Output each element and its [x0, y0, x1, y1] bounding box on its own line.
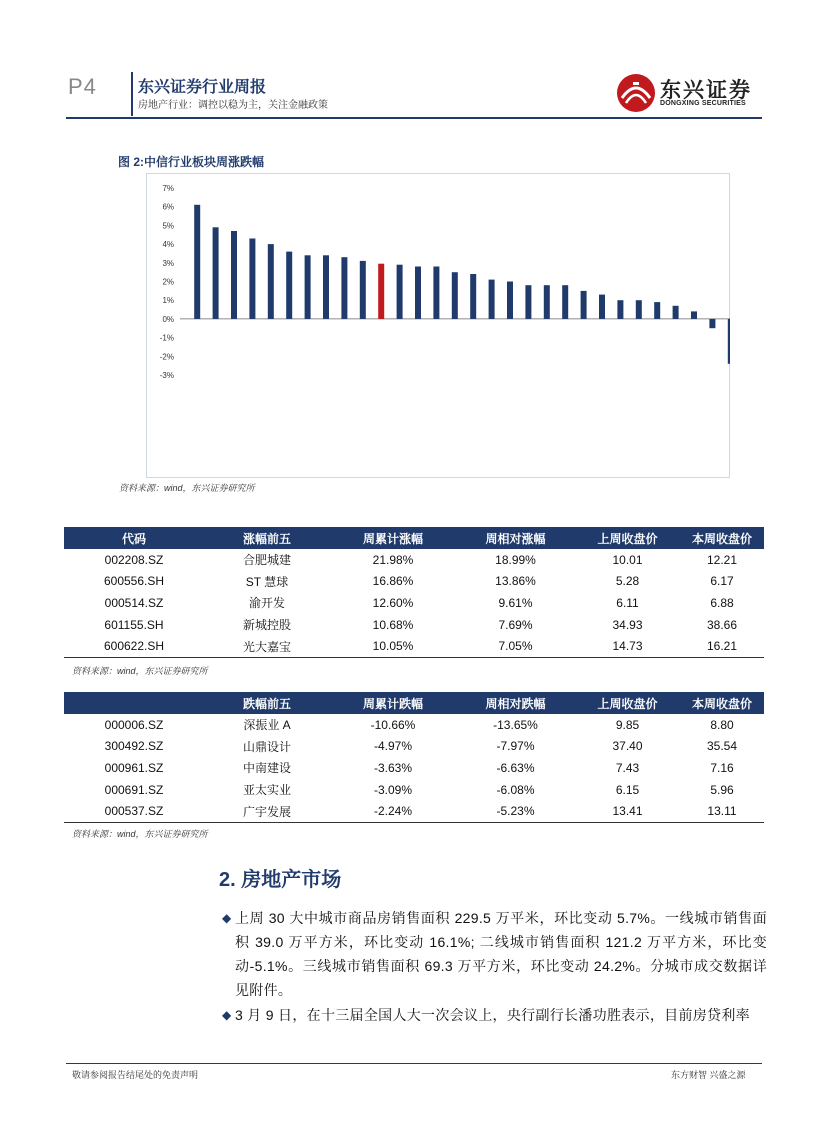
- y-tick-label: -1%: [159, 333, 174, 343]
- bar: [213, 227, 219, 319]
- table-row: [64, 614, 764, 636]
- table-cell: -7.97%: [496, 739, 535, 754]
- y-tick-label: 1%: [162, 296, 174, 306]
- table-cell: -13.65%: [493, 717, 538, 732]
- table-row: [64, 635, 764, 657]
- y-tick-label: -2%: [159, 352, 174, 362]
- losers-table-source: 资料来源：wind，东兴证券研究所: [72, 829, 208, 839]
- table-cell: -2.24%: [330, 800, 456, 822]
- table-cell: -3.09%: [373, 782, 413, 797]
- column-header: 上周收盘价: [575, 692, 680, 714]
- table-cell: 光大嘉宝: [204, 635, 330, 657]
- table-cell: -5.23%: [456, 800, 575, 822]
- table-cell: 000006.SZ: [104, 717, 164, 732]
- bar: [709, 319, 715, 328]
- bar: [249, 239, 255, 319]
- table-cell: 6.11: [616, 595, 639, 610]
- bar: [378, 264, 384, 319]
- table-cell: 中南建设: [242, 761, 291, 776]
- table-cell: 13.86%: [495, 574, 536, 589]
- table-cell: 13.11: [680, 800, 764, 822]
- column-header: 周累计涨幅: [330, 527, 456, 549]
- table-cell: 16.21: [680, 635, 764, 657]
- bullet-icon: ◆: [222, 1008, 232, 1022]
- table-cell: 601155.SH: [104, 617, 164, 632]
- table-cell: 7.05%: [456, 635, 575, 657]
- bar: [581, 291, 587, 319]
- bar: [231, 231, 237, 319]
- table-cell: -3.63%: [373, 760, 413, 775]
- bar: [452, 272, 458, 319]
- table-cell: 7.43: [615, 760, 640, 775]
- table-cell: 亚太实业: [242, 783, 291, 798]
- table-cell: 37.40: [612, 739, 643, 754]
- bar: [415, 267, 421, 319]
- table-cell: ST 慧球: [245, 574, 289, 589]
- table-cell: 600556.SH: [103, 574, 165, 589]
- table-cell: 5.96: [710, 782, 734, 797]
- table-cell: 16.86%: [372, 574, 414, 589]
- bar: [636, 300, 642, 319]
- report-subtitle: 房地产行业：调控以稳为主，关注金融政策: [138, 100, 328, 111]
- logo-text-cn: 东兴证券: [660, 79, 752, 102]
- bar: [305, 255, 311, 319]
- footer-disclaimer: 敬请参阅报告结尾处的免责声明: [72, 1070, 199, 1080]
- footer-slogan: 东方财智 兴盛之源: [671, 1070, 746, 1080]
- table-cell: 000691.SZ: [104, 782, 164, 797]
- table-cell: -4.97%: [373, 739, 413, 754]
- y-tick-label: 3%: [162, 258, 174, 268]
- column-header: 周相对跌幅: [456, 692, 575, 714]
- header-rule: [66, 117, 762, 119]
- column-header: 周相对涨幅: [456, 527, 575, 549]
- paragraph-text: 3 月 9 日，在十三届全国人大一次会议上，央行副行长潘功胜表示，目前房贷利率: [235, 1007, 750, 1023]
- table-cell: 10.68%: [372, 617, 414, 632]
- top-losers-table: [64, 692, 764, 823]
- table-cell: 14.73: [575, 635, 680, 657]
- table-cell: 600622.SH: [64, 635, 204, 657]
- table-cell: 000961.SZ: [104, 760, 164, 775]
- paragraph-central-bank: [222, 1003, 767, 1027]
- bar: [599, 295, 605, 319]
- bar: [673, 306, 679, 319]
- y-tick-label: 5%: [162, 221, 174, 231]
- table-row: [64, 549, 764, 571]
- table-cell: 6.88: [710, 595, 734, 610]
- bar: [728, 319, 730, 364]
- y-tick-label: 2%: [162, 277, 174, 287]
- paragraph-market-sales: [222, 906, 767, 1002]
- bar: [268, 244, 274, 319]
- footer-rule: [66, 1063, 762, 1064]
- bar: [194, 205, 200, 319]
- table-cell: 18.99%: [495, 552, 536, 567]
- column-header: 代码: [64, 527, 204, 549]
- table-row: [64, 757, 764, 779]
- y-tick-label: -3%: [159, 371, 174, 380]
- table-cell: 5.28: [615, 574, 640, 589]
- table-cell: 13.41: [575, 800, 680, 822]
- table-cell: 10.01: [612, 552, 643, 567]
- figure-caption: 图 2:中信行业板块周涨跌幅: [118, 155, 265, 169]
- column-header: 跌幅前五: [204, 692, 330, 714]
- table-header-row: [64, 527, 764, 549]
- bar: [341, 257, 347, 319]
- table-cell: 12.21: [706, 552, 738, 567]
- table-row: [64, 779, 764, 801]
- table-cell: 10.05%: [330, 635, 456, 657]
- top-gainers-table: [64, 527, 764, 658]
- column-header: 周累计跌幅: [330, 692, 456, 714]
- y-tick-label: 0%: [162, 314, 174, 324]
- column-header: [64, 692, 204, 714]
- table-cell: -6.63%: [496, 760, 535, 775]
- table-cell: 合肥城建: [242, 553, 291, 568]
- table-cell: 38.66: [706, 617, 738, 632]
- bar: [489, 280, 495, 319]
- table-cell: 山鼎设计: [242, 739, 291, 754]
- bar: [323, 255, 329, 319]
- table-cell: 35.54: [706, 739, 738, 754]
- table-cell: 新城控股: [242, 618, 291, 633]
- table-cell: 6.17: [710, 574, 734, 589]
- y-tick-label: 6%: [162, 202, 174, 212]
- figure-source: 资料来源：wind，东兴证券研究所: [119, 483, 255, 493]
- column-header: 本周收盘价: [680, 692, 764, 714]
- table-cell: -6.08%: [496, 782, 535, 797]
- industry-weekly-change-chart: [146, 173, 730, 478]
- bullet-icon: ◆: [222, 911, 232, 925]
- bar: [525, 285, 531, 319]
- table-cell: 深振业 A: [243, 718, 291, 733]
- table-cell: 12.60%: [372, 595, 414, 610]
- table-cell: 8.80: [710, 717, 734, 732]
- table-cell: 9.85: [615, 717, 640, 732]
- bar: [360, 261, 366, 319]
- gainers-table-source: 资料来源：wind，东兴证券研究所: [72, 666, 208, 676]
- bar: [286, 252, 292, 319]
- bar: [562, 285, 568, 319]
- page-number: P4: [68, 74, 97, 99]
- bar: [470, 274, 476, 319]
- table-row: [64, 592, 764, 614]
- table-cell: 广宇发展: [204, 800, 330, 822]
- table-cell: 34.93: [612, 617, 643, 632]
- table-cell: 7.16: [710, 760, 734, 775]
- table-cell: -10.66%: [370, 717, 416, 732]
- table-cell: 渝开发: [248, 596, 285, 611]
- table-cell: 7.69%: [498, 617, 533, 632]
- table-header-row: [64, 692, 764, 714]
- table-row: [64, 800, 764, 822]
- table-row: [64, 736, 764, 758]
- bar: [433, 267, 439, 319]
- table-row: [64, 571, 764, 593]
- table-cell: 000514.SZ: [104, 595, 164, 610]
- table-cell: 6.15: [615, 782, 640, 797]
- table-cell: 9.61%: [498, 595, 533, 610]
- table-cell: 21.98%: [372, 552, 414, 567]
- bar: [544, 285, 550, 319]
- bar: [691, 311, 697, 319]
- table-row: [64, 714, 764, 736]
- bar: [654, 302, 660, 319]
- table-cell: 000537.SZ: [64, 800, 204, 822]
- header-divider: [131, 72, 133, 116]
- column-header: 本周收盘价: [680, 527, 764, 549]
- column-header: 上周收盘价: [575, 527, 680, 549]
- bar: [507, 282, 513, 319]
- paragraph-text: 上周 30 大中城市商品房销售面积 229.5 万平米，环比变动 5.7%。一线城市销售面积 39.0 万平方米，环比变动 16.1%; 二线城市销售面积 121.2 万平方米，环比变动-5.1%。三线城市销售面积 69.3 万平方米，环比变动 24.2%。分城市成交数据详见附件。: [235, 910, 767, 998]
- report-title: 东兴证券行业周报: [138, 79, 267, 96]
- table-cell: 300492.SZ: [104, 739, 164, 754]
- section-title: 2. 房地产市场: [219, 869, 342, 891]
- y-tick-label: 7%: [162, 184, 174, 193]
- logo-text-en: DONGXING SECURITIES: [660, 100, 746, 107]
- column-header: 涨幅前五: [204, 527, 330, 549]
- bar: [397, 265, 403, 319]
- y-tick-label: 4%: [162, 240, 174, 250]
- bar: [617, 300, 623, 319]
- table-cell: 002208.SZ: [104, 552, 164, 567]
